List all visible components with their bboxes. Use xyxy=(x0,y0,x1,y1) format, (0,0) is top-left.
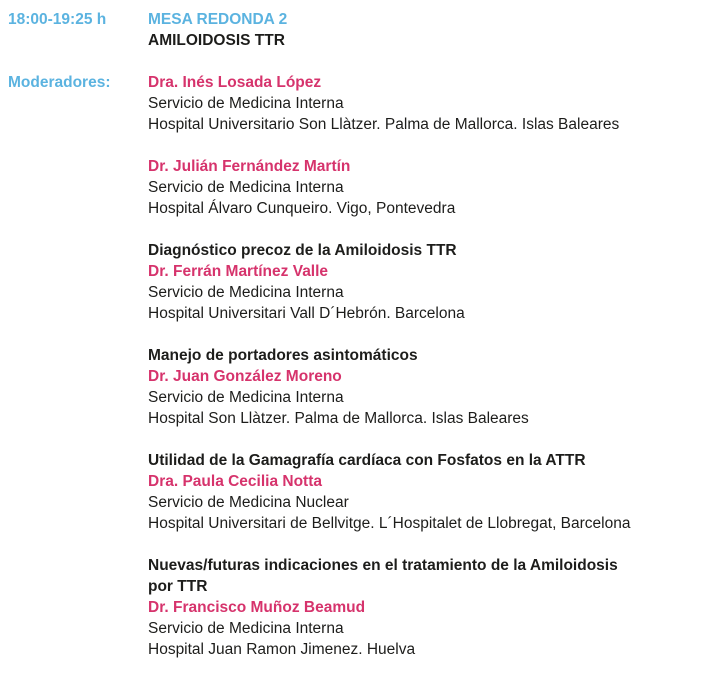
speaker-name: Dr. Francisco Muñoz Beamud xyxy=(148,599,366,616)
speaker-department: Servicio de Medicina Interna xyxy=(148,284,344,301)
speaker-department: Servicio de Medicina Interna xyxy=(148,620,344,637)
moderator-block xyxy=(148,156,718,219)
talk-title: Diagnóstico precoz de la Amiloidosis TTR xyxy=(148,242,457,259)
talk-title-line-2: por TTR xyxy=(148,578,208,595)
talk-title: Utilidad de la Gamagrafía cardíaca con Fosfatos en la ATTR xyxy=(148,452,586,469)
speaker-department: Servicio de Medicina Interna xyxy=(148,389,344,406)
moderator-hospital: Hospital Universitario Son Llàtzer. Palma de Mallorca. Islas Baleares xyxy=(148,116,620,133)
moderator-department: Servicio de Medicina Interna xyxy=(148,179,344,196)
moderator-hospital: Hospital Álvaro Cunqueiro. Vigo, Pontevedra xyxy=(148,200,456,217)
talk-block xyxy=(148,345,718,429)
speaker-name: Dr. Juan González Moreno xyxy=(148,368,342,385)
moderators-label: Moderadores: xyxy=(8,74,111,91)
session-time: 18:00-19:25 h xyxy=(8,11,107,28)
speaker-department: Servicio de Medicina Nuclear xyxy=(148,494,349,511)
talk-block xyxy=(148,555,718,660)
moderator-department: Servicio de Medicina Interna xyxy=(148,95,344,112)
speaker-hospital: Hospital Son Llàtzer. Palma de Mallorca. Islas Baleares xyxy=(148,410,529,427)
program-content xyxy=(148,9,718,660)
speaker-hospital: Hospital Universitari Vall D´Hebrón. Barcelona xyxy=(148,305,465,322)
session-label: MESA REDONDA 2 xyxy=(148,11,288,28)
speaker-name: Dra. Paula Cecilia Notta xyxy=(148,473,323,490)
talk-block xyxy=(148,240,718,324)
moderator-name: Dr. Julián Fernández Martín xyxy=(148,158,351,175)
speaker-name: Dr. Ferrán Martínez Valle xyxy=(148,263,329,280)
speaker-hospital: Hospital Universitari de Bellvitge. L´Hospitalet de Llobregat, Barcelona xyxy=(148,515,631,532)
speaker-hospital: Hospital Juan Ramon Jimenez. Huelva xyxy=(148,641,416,658)
talk-title-line-1: Nuevas/futuras indicaciones en el tratamiento de la Amiloidosis xyxy=(148,557,618,574)
talk-block xyxy=(148,450,718,534)
moderator-block xyxy=(148,72,718,135)
talk-title: Manejo de portadores asintomáticos xyxy=(148,347,418,364)
session-title: AMILOIDOSIS TTR xyxy=(148,32,285,49)
session-header xyxy=(148,9,718,51)
moderator-name: Dra. Inés Losada López xyxy=(148,74,322,91)
